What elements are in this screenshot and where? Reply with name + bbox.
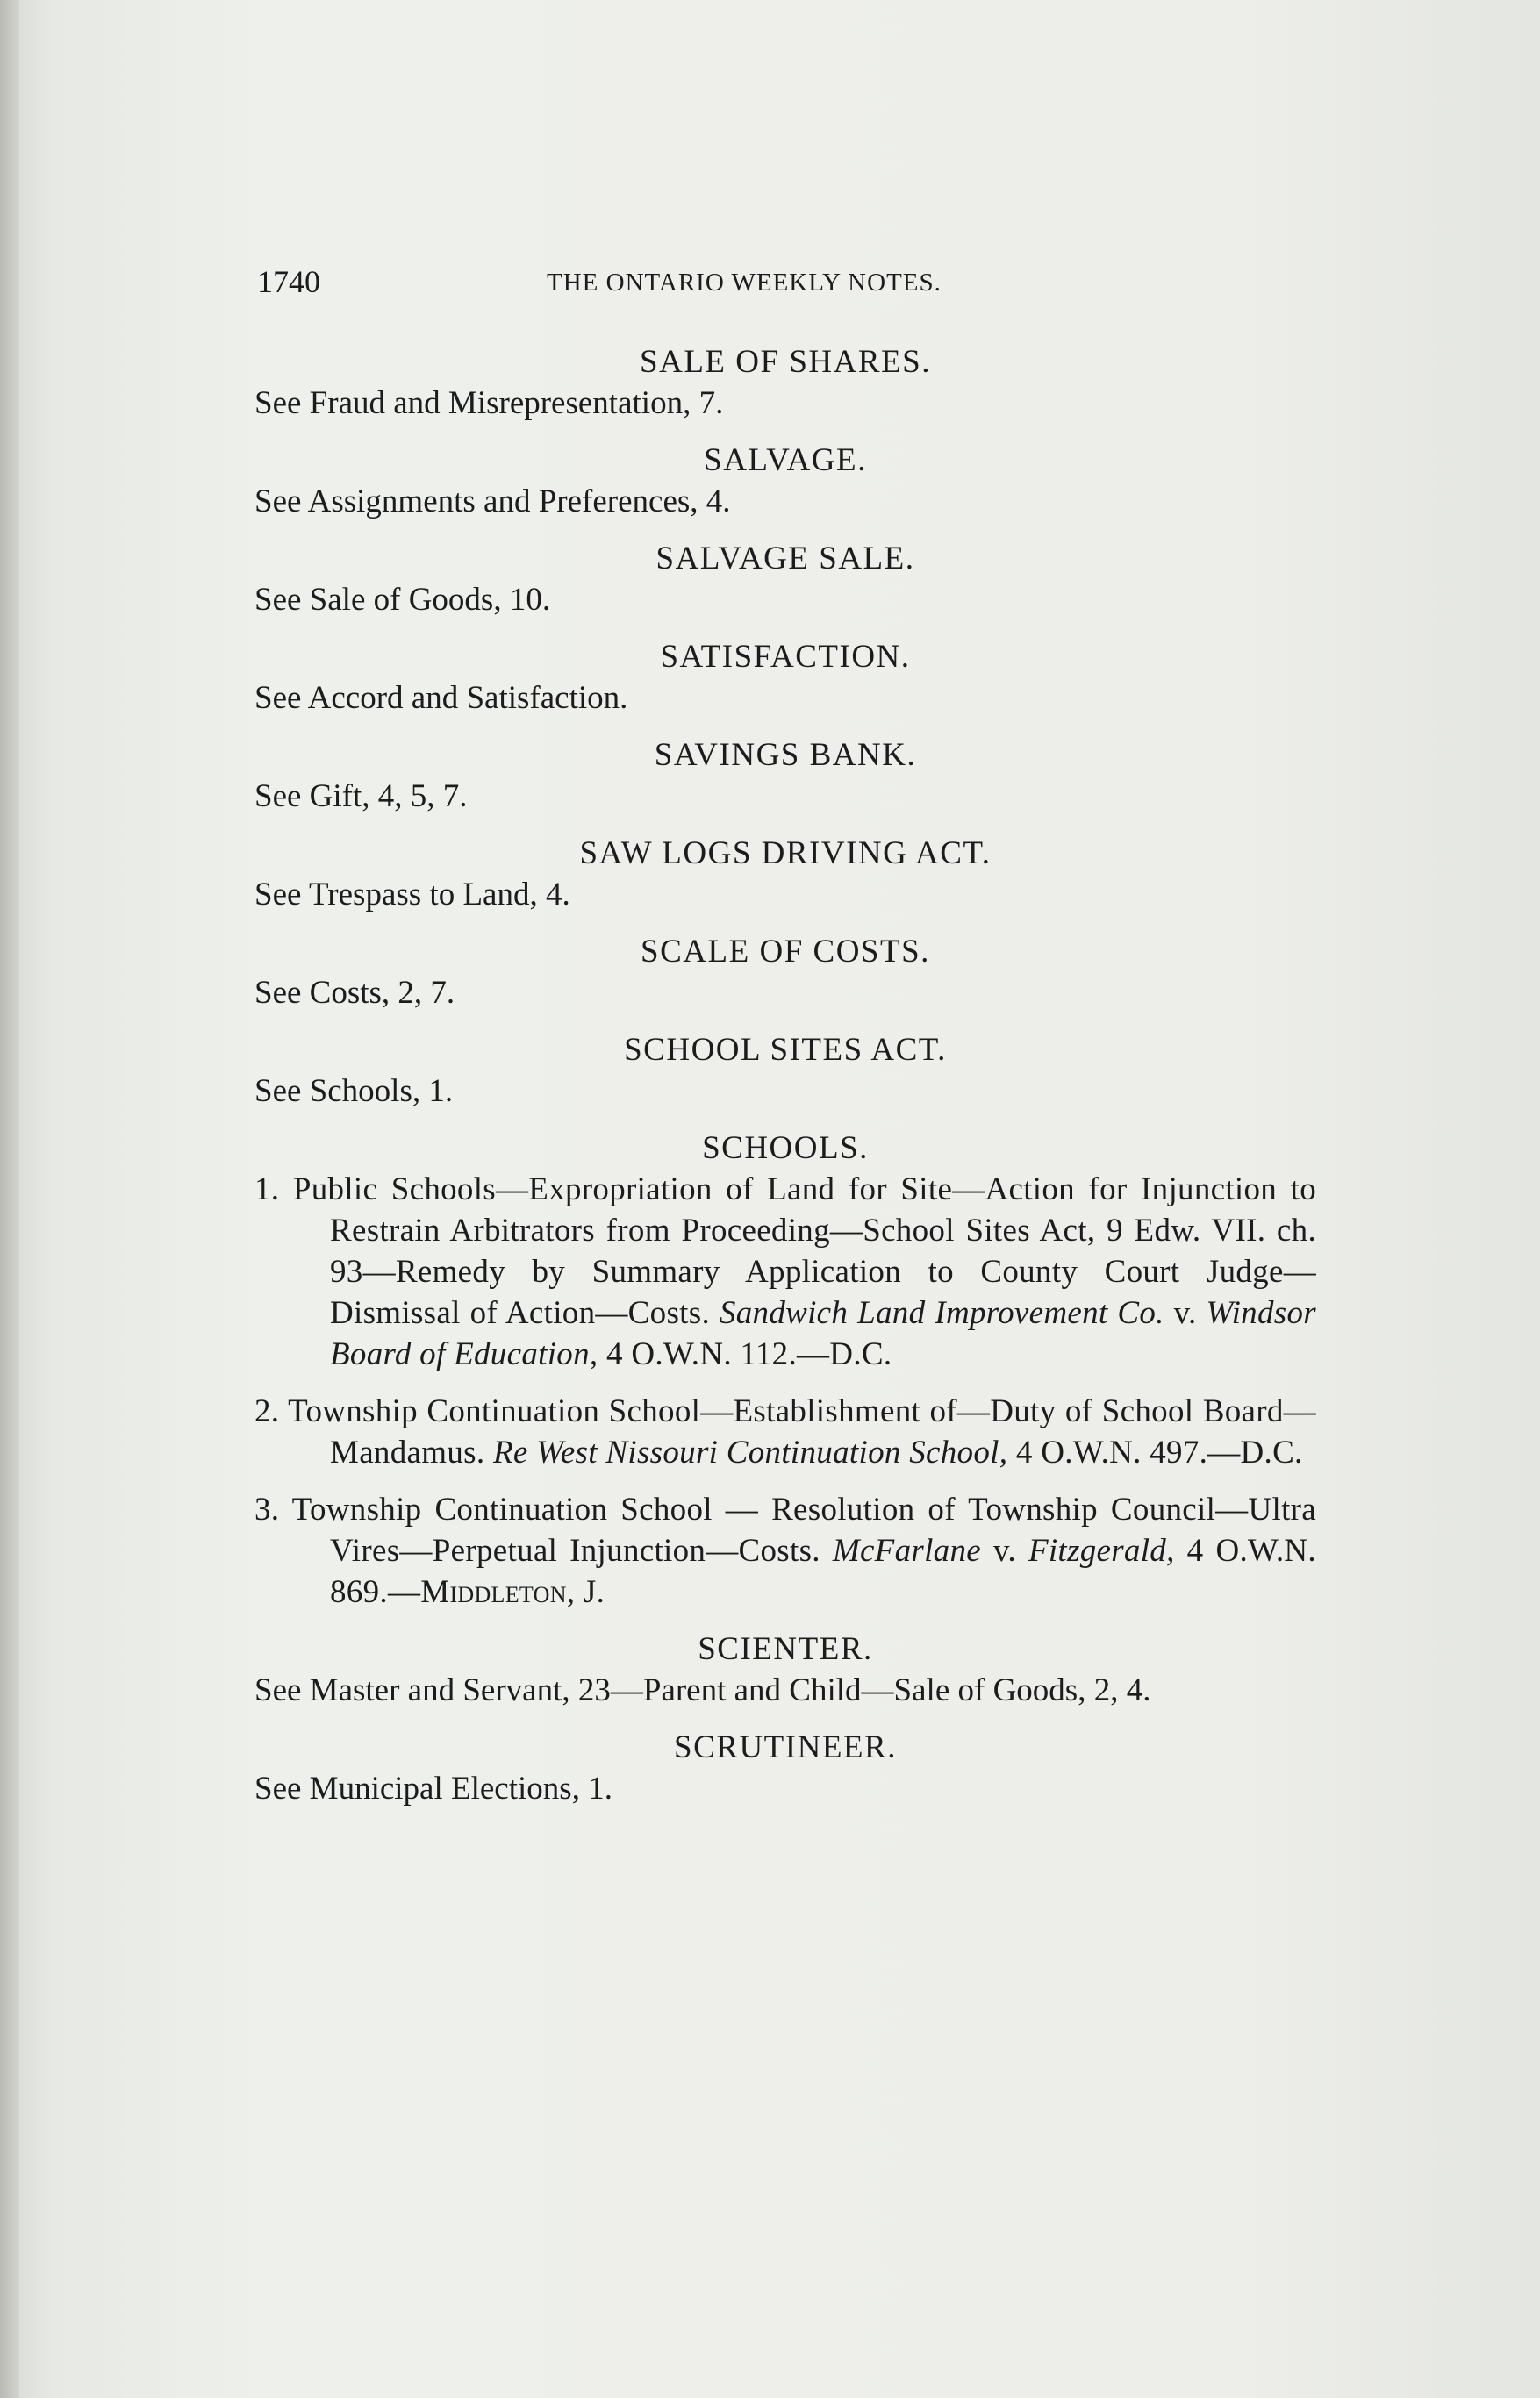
heading-sale-of-shares: SALE OF SHARES. bbox=[640, 344, 931, 380]
see-reference: See Municipal Elections, 1. bbox=[254, 1771, 612, 1807]
heading-schools: SCHOOLS. bbox=[702, 1130, 869, 1166]
case-name: Sandwich Land Improvement Co. bbox=[719, 1295, 1164, 1331]
see-reference: See Gift, 4, 5, 7. bbox=[254, 778, 468, 814]
case-versus: v. bbox=[992, 1533, 1016, 1569]
case-name: McFarlane bbox=[832, 1533, 981, 1569]
case-name: Fitzgerald, bbox=[1028, 1533, 1175, 1569]
entry-text: 1. Public Schools—Expropriation of Land for Site—Action for Injunction to Restrain Arbitrators from Proceeding—School Sites Act, 9 Edw. VII. ch. 93—Remedy by Summary Application to County Court Judge—Dismissal of Action—Costs. bbox=[254, 1171, 1316, 1331]
case-name: Windsor Board of Education, bbox=[330, 1295, 1316, 1372]
entry-text: 3. Township Continuation School — Resolution of Township Council—Ultra Vires—Perpetual Injunction—Costs. bbox=[254, 1492, 1316, 1569]
case-name: Re West Nissouri Continuation School, bbox=[492, 1435, 1008, 1471]
schools-entry-3 bbox=[254, 1489, 1316, 1613]
heading-school-sites-act: SCHOOL SITES ACT. bbox=[624, 1032, 947, 1068]
index-body bbox=[254, 329, 1316, 1809]
running-head: THE ONTARIO WEEKLY NOTES. bbox=[547, 268, 942, 297]
heading-salvage-sale: SALVAGE SALE. bbox=[655, 540, 915, 576]
page-spine-shadow bbox=[0, 0, 19, 2398]
heading-savings-bank: SAVINGS BANK. bbox=[654, 737, 917, 773]
see-reference: See Fraud and Misrepresentation, 7. bbox=[254, 385, 724, 421]
heading-saw-logs-driving-act: SAW LOGS DRIVING ACT. bbox=[579, 835, 992, 871]
heading-scale-of-costs: SCALE OF COSTS. bbox=[641, 934, 930, 970]
judge-name: Middleton, J. bbox=[420, 1574, 605, 1610]
citation: 4 O.W.N. 497.—D.C. bbox=[1015, 1435, 1303, 1471]
heading-satisfaction: SATISFACTION. bbox=[660, 639, 911, 675]
schools-entry-1 bbox=[254, 1169, 1316, 1375]
see-reference: See Accord and Satisfaction. bbox=[254, 680, 628, 716]
citation: 4 O.W.N. 869.— bbox=[330, 1533, 1316, 1610]
see-reference: See Trespass to Land, 4. bbox=[254, 877, 570, 913]
heading-salvage: SALVAGE. bbox=[704, 442, 867, 478]
case-versus: v. bbox=[1173, 1295, 1197, 1331]
see-reference: See Schools, 1. bbox=[254, 1073, 454, 1109]
heading-scienter: SCIENTER. bbox=[698, 1631, 873, 1667]
see-reference: See Costs, 2, 7. bbox=[254, 975, 455, 1011]
see-reference: See Sale of Goods, 10. bbox=[254, 582, 551, 618]
see-reference: See Master and Servant, 23—Parent and Child—Sale of Goods, 2, 4. bbox=[254, 1672, 1151, 1708]
citation: 4 O.W.N. 112.—D.C. bbox=[606, 1336, 892, 1372]
page-header bbox=[257, 263, 1314, 305]
heading-scrutineer: SCRUTINEER. bbox=[674, 1729, 897, 1765]
entry-text: 2. Township Continuation School—Establishment of—Duty of School Board—Mandamus. bbox=[254, 1393, 1316, 1471]
see-reference: See Assignments and Preferences, 4. bbox=[254, 483, 731, 519]
page-number: 1740 bbox=[257, 264, 320, 299]
schools-entry-2 bbox=[254, 1391, 1316, 1473]
